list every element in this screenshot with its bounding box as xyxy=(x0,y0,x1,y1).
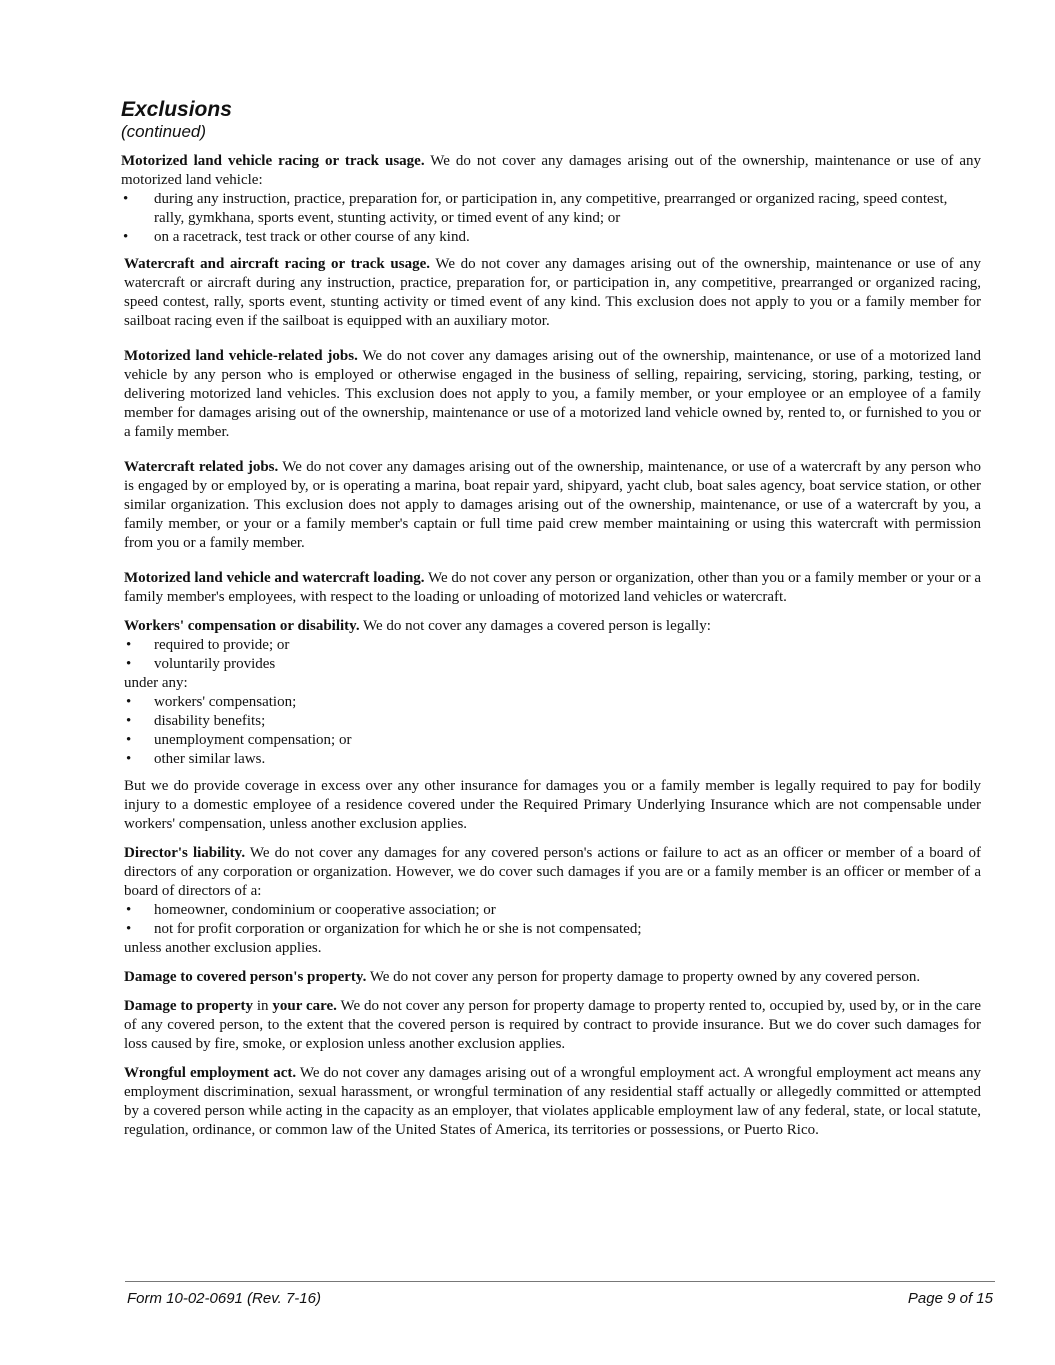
section-heading: Damage to property xyxy=(124,998,254,1014)
section-text: We do not cover any person or organization, other than you or a family member or your or a family member's employees, with respect to the loading or unloading of motorized land vehicles or watercraft. xyxy=(124,570,982,605)
section-text: We do not cover any person for property damage to property owned by any covered person. xyxy=(366,969,921,985)
page-title: Exclusions xyxy=(121,98,232,121)
page-number: Page 9 of 15 xyxy=(907,1290,993,1307)
section-directors xyxy=(121,844,981,958)
list-item: • homeowner, condominium or cooperative association; or xyxy=(124,901,981,920)
section-wrongful-employment xyxy=(121,1064,981,1140)
section-text: We do not cover any damages for any covered person's actions or failure to act as an officer or member of a board of directors of any corporation or organization. However, we do cover such damages if you are or a family member is an officer or member of a board of directors of a: xyxy=(124,845,981,899)
section-workers xyxy=(121,617,981,769)
section-text: We do not cover any person for property damage to property rented to, occupied by, used by, or in the care of any covered person, to the extent that the covered person is required by contract to provide insurance. But we do cover such damages for loss caused by fire, smoke, or explosion unless another exclusion applies. xyxy=(124,998,982,1052)
section-text: We do not cover any damages arising out of the ownership, maintenance or use of any watercraft or aircraft during any instruction, practice, preparation for, or participation in, any competitive, prearranged or organized racing, speed contest, rally, sports event, stunting activity or timed event of any kind. This exclusion does not apply to you or a family member for sailboat racing even if the sailboat is equipped with an auxiliary motor. xyxy=(124,256,981,329)
section-heading: Motorized land vehicle-related jobs. xyxy=(124,348,358,364)
section-heading: Motorized land vehicle racing or track usage. xyxy=(121,153,425,169)
section-heading: Workers' compensation or disability. xyxy=(124,618,360,634)
section-water-racing xyxy=(121,255,981,331)
section-heading: Watercraft related jobs. xyxy=(124,459,279,475)
section-text: under any: xyxy=(124,675,188,691)
section-heading: Director's liability. xyxy=(124,845,246,861)
page-subtitle: (continued) xyxy=(121,122,207,141)
section-text: unless another exclusion applies. xyxy=(124,940,322,956)
page-footer xyxy=(127,1290,993,1307)
section-text: in xyxy=(253,998,273,1014)
list-item: • other similar laws. xyxy=(124,750,981,769)
list-item: • not for profit corporation or organization for which he or she is not compensated; xyxy=(124,920,981,939)
section-text: But we do provide coverage in excess over any other insurance for damages you or a family member is legally required to pay for bodily injury to a domestic employee of a residence covered under the Required Primary Underlying Insurance which are not compensable under workers' compensation, unless another exclusion applies. xyxy=(124,778,981,832)
section-water-jobs xyxy=(121,458,981,553)
section-heading: Wrongful employment act. xyxy=(124,1065,297,1081)
list-item: • required to provide; or xyxy=(124,636,981,655)
list-item: • unemployment compensation; or xyxy=(124,731,981,750)
section-workers-coverage xyxy=(121,777,981,834)
list-item: • workers' compensation; xyxy=(124,693,981,712)
section-text: We do not cover any damages arising out of a wrongful employment act. A wrongful employment act means any employment discrimination, sexual harassment, or wrongful termination of any residential staff actually or allegedly committed or attempted by a covered person while acting in the capacity as an employer, that violates applicable employment law of any federal, state, or local statute, regulation, ordinance, or common law of the United States of America, its territories or possessions, or Puerto Rico. xyxy=(124,1065,981,1138)
section-heading: Motorized land vehicle and watercraft loading. xyxy=(124,570,425,586)
section-land-jobs xyxy=(121,347,981,442)
section-heading: your care. xyxy=(272,998,337,1014)
section-text: We do not cover any damages arising out of the ownership, maintenance or use of any motorized land vehicle: xyxy=(121,153,981,188)
list-item: • during any instruction, practice, preparation for, or participation in, any competitive, prearranged or organized racing, speed contest, rally, gymkhana, sports event, stunting activity, or timed event of any kind; or xyxy=(121,190,981,228)
document-body xyxy=(121,98,981,1140)
section-own-property xyxy=(121,968,981,987)
list-item: • on a racetrack, test track or other course of any kind. xyxy=(121,228,981,247)
section-land-racing xyxy=(121,152,981,247)
section-loading xyxy=(121,569,981,607)
section-heading: Watercraft and aircraft racing or track usage. xyxy=(124,256,430,272)
form-number: Form 10-02-0691 (Rev. 7-16) xyxy=(127,1290,321,1307)
section-text: We do not cover any damages a covered person is legally: xyxy=(359,618,711,634)
section-text: We do not cover any damages arising out of the ownership, maintenance, or use of a watercraft by any person who is engaged by or employed by, or is operating a marina, boat repair yard, shipyard, yacht club, boat sales agency, boat service station, or other similar organization. This exclusion does not apply to damages arising out of the ownership, maintenance, or use of a watercraft by you, a family member, or your or a family member's captain or full time paid crew member maintaining or using this watercraft with permission from you or a family member. xyxy=(124,459,981,551)
list-item: • disability benefits; xyxy=(124,712,981,731)
footer-divider xyxy=(125,1281,995,1282)
section-care-property xyxy=(121,997,981,1054)
section-text: We do not cover any damages arising out of the ownership, maintenance, or use of a motorized land vehicle by any person who is employed or otherwise engaged in the business of selling, repairing, servicing, storing, parking, testing, or delivering motorized land vehicles. This exclusion does not apply to you, a family member, or your employee or an employee of a family member for damages arising out of the ownership, maintenance or use of a motorized land vehicle owned by, rented to, or furnished to you or a family member. xyxy=(124,348,981,440)
section-heading: Damage to covered person's property. xyxy=(124,969,367,985)
list-item: • voluntarily provides xyxy=(124,655,981,674)
